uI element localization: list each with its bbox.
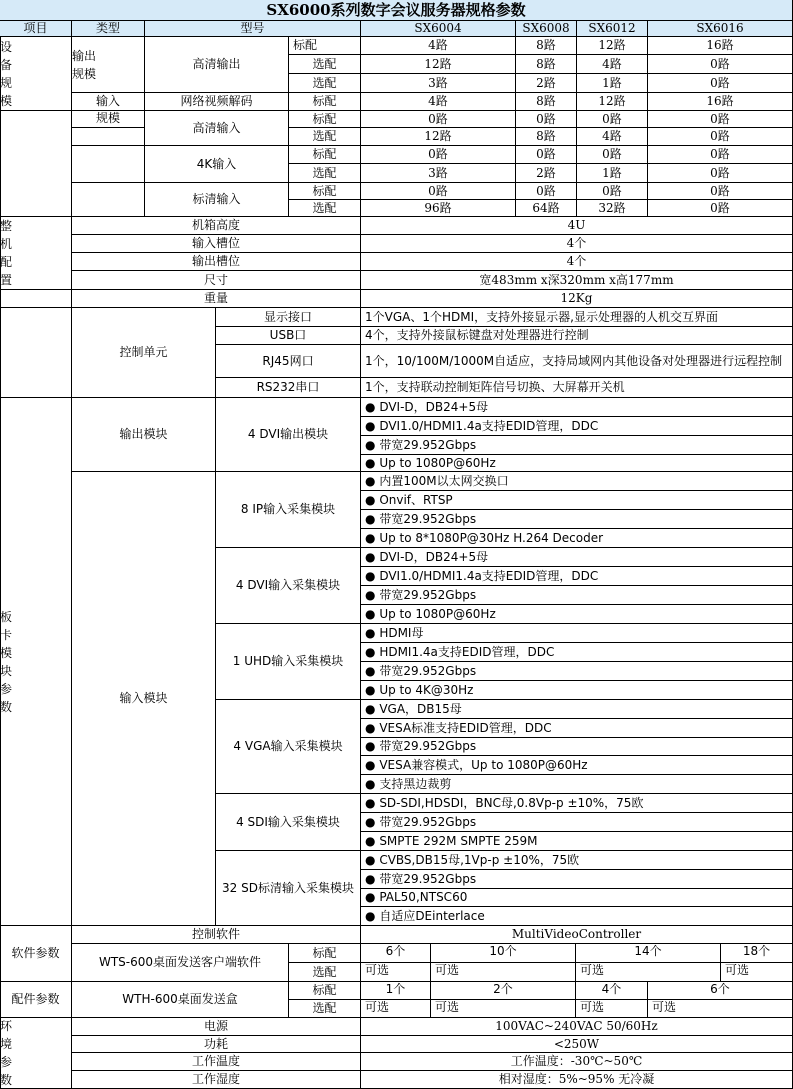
wth-std-value: 4个	[576, 982, 648, 1000]
type-blank	[72, 128, 145, 146]
chassis-value: 4个	[361, 253, 793, 271]
control-item-value: 1个VGA、1个HDMI，支持外接显示器,显示处理器的人机交互界面	[361, 308, 793, 327]
env-value: 相对湿度：5%~95% 无冷凝	[361, 1071, 793, 1089]
feature-row	[361, 491, 793, 510]
net-decode-label: 网络视频解码	[145, 93, 289, 111]
control-item-label: RJ45网口	[216, 345, 361, 378]
value-cell: 8路	[516, 128, 577, 146]
std-label: 标配	[289, 111, 361, 128]
hd-input-label: 高清输入	[145, 111, 289, 146]
control-item-label: RS232串口	[216, 378, 361, 398]
feature-row	[361, 794, 793, 813]
value-cell: 3路	[361, 74, 516, 93]
wth-std-value: 6个	[648, 982, 793, 1000]
value-cell: 0路	[648, 74, 793, 93]
chassis-label: 尺寸	[72, 271, 361, 290]
wth-opt-value: 可选	[648, 1000, 793, 1018]
value-cell: 1路	[577, 164, 648, 183]
wts-std-value: 6个	[361, 944, 431, 963]
bullet-icon: ●	[365, 814, 376, 829]
opt-label: 选配	[289, 128, 361, 146]
bullet-icon: ●	[365, 473, 376, 488]
value-cell: 2路	[516, 74, 577, 93]
input-submodule-label: 32 SD标清输入采集模块	[216, 851, 361, 926]
std-label: 标配	[289, 93, 361, 111]
bullet-icon: ●	[365, 549, 376, 564]
feature-row	[361, 813, 793, 832]
feature-text: DVI-D，DB24+5母	[379, 549, 489, 564]
feature-text: Onvif、RTSP	[379, 492, 453, 507]
value-cell: 16路	[648, 93, 793, 111]
group-char: 模	[0, 645, 13, 660]
opt-label: 选配	[289, 74, 361, 93]
value-cell: 4路	[577, 55, 648, 74]
chassis-value: 4个	[361, 235, 793, 253]
bullet-icon: ●	[365, 833, 376, 848]
wts-opt-value: 可选	[431, 963, 576, 982]
value-cell: 96路	[361, 200, 516, 217]
wts-std-value: 10个	[431, 944, 576, 963]
env-value: 100VAC~240VAC 50/60Hz	[361, 1018, 793, 1036]
type-label: 规模	[72, 66, 97, 81]
feature-row	[361, 681, 793, 700]
feature-row	[361, 624, 793, 643]
group-label	[0, 398, 72, 926]
feature-text: Up to 1080P@60Hz	[379, 455, 496, 470]
feature-text: DVI1.0/HDMI1.4a支持EDID管理，DDC	[379, 568, 599, 583]
group-char: 环	[0, 1019, 13, 1033]
value-cell: 0路	[516, 146, 577, 164]
value-cell: 4路	[577, 128, 648, 146]
value-cell: 2路	[516, 164, 577, 183]
feature-text: PAL50,NTSC60	[379, 890, 468, 905]
value-cell: 0路	[361, 183, 516, 200]
bullet-icon: ●	[365, 530, 376, 545]
feature-text: 带宽29.952Gbps	[379, 437, 477, 452]
group-label	[0, 217, 72, 290]
group-blank	[0, 111, 72, 217]
feature-row	[361, 889, 793, 907]
env-label: 功耗	[72, 1036, 361, 1053]
value-cell: 0路	[361, 146, 516, 164]
feature-row	[361, 529, 793, 548]
group-label	[0, 1018, 72, 1089]
bullet-icon: ●	[365, 644, 376, 659]
header-model-0: SX6004	[361, 21, 516, 37]
feature-text: DVI-D，DB24+5母	[379, 399, 489, 414]
wth-std-value: 1个	[361, 982, 431, 1000]
control-item-label: 显示接口	[216, 308, 361, 327]
feature-text: Up to 1080P@60Hz	[379, 606, 496, 621]
env-label: 工作湿度	[72, 1071, 361, 1089]
bullet-icon: ●	[365, 587, 376, 602]
wth-opt-value: 可选	[361, 1000, 431, 1018]
group-char: 板	[0, 609, 13, 624]
feature-text: 自适应DEinterlace	[379, 908, 485, 923]
accessory-label: 配件参数	[0, 982, 72, 1018]
std-label: 标配	[289, 183, 361, 200]
value-cell: 0路	[648, 183, 793, 200]
value-cell: 12路	[577, 37, 648, 55]
opt-label: 选配	[289, 200, 361, 217]
feature-text: 带宽29.952Gbps	[379, 511, 477, 526]
feature-row	[361, 870, 793, 889]
feature-row	[361, 586, 793, 605]
value-cell: 8路	[516, 55, 577, 74]
value-cell: 0路	[577, 183, 648, 200]
env-label: 工作温度	[72, 1053, 361, 1071]
control-item-value: 4个，支持外接鼠标键盘对处理器进行控制	[361, 327, 793, 345]
value-cell: 0路	[577, 146, 648, 164]
opt-label: 选配	[289, 55, 361, 74]
input-submodule-label: 4 SDI输入采集模块	[216, 794, 361, 851]
feature-row	[361, 455, 793, 472]
value-cell: 16路	[648, 37, 793, 55]
feature-text: HDMI1.4a支持EDID管理，DDC	[379, 644, 555, 659]
header-model-1: SX6008	[516, 21, 577, 37]
opt-label: 选配	[289, 1000, 361, 1018]
hd-output-label: 高清输出	[145, 37, 289, 93]
feature-text: 带宽29.952Gbps	[379, 739, 477, 754]
feature-row	[361, 851, 793, 870]
value-cell: 4路	[361, 37, 516, 55]
chassis-label: 输出槽位	[72, 253, 361, 271]
feature-text: 支持黑边裁剪	[379, 776, 452, 791]
bullet-icon: ●	[365, 418, 376, 433]
bullet-icon: ●	[365, 908, 376, 923]
feature-text: VESA兼容模式，Up to 1080P@60Hz	[379, 757, 588, 772]
feature-text: 带宽29.952Gbps	[379, 814, 477, 829]
feature-text: HDMI母	[379, 625, 424, 640]
feature-row	[361, 756, 793, 775]
bullet-icon: ●	[365, 511, 376, 526]
group-blank	[0, 308, 72, 398]
value-cell: 64路	[516, 200, 577, 217]
feature-text: Up to 8*1080P@30Hz H.264 Decoder	[379, 530, 604, 545]
type-output-scale	[72, 37, 145, 93]
group-char: 参	[0, 1055, 13, 1069]
bullet-icon: ●	[365, 455, 376, 470]
feature-text: CVBS,DB15母,1Vp-p ±10%，75欧	[379, 852, 580, 867]
control-item-value: 1个，10/100M/1000M自适应，支持局域网内其他设备对处理器进行远程控制	[361, 345, 793, 378]
wts-std-value: 18个	[721, 944, 793, 963]
bullet-icon: ●	[365, 625, 376, 640]
control-unit-label: 控制单元	[72, 308, 216, 398]
bullet-icon: ●	[365, 720, 376, 735]
header-model: 型号	[145, 21, 361, 37]
feature-text: SD-SDI,HDSDI，BNC母,0.8Vp-p ±10%，75欧	[379, 795, 644, 810]
feature-text: Up to 4K@30Hz	[379, 682, 474, 697]
feature-text: 带宽29.952Gbps	[379, 663, 477, 678]
group-label	[0, 37, 72, 111]
std-label: 标配	[289, 146, 361, 164]
value-cell: 0路	[516, 111, 577, 128]
feature-text: 带宽29.952Gbps	[379, 587, 477, 602]
feature-text: VGA，DB15母	[379, 701, 462, 716]
bullet-icon: ●	[365, 663, 376, 678]
bullet-icon: ●	[365, 852, 376, 867]
wth-std-value: 2个	[431, 982, 576, 1000]
feature-row	[361, 605, 793, 624]
value-cell: 0路	[648, 164, 793, 183]
header-model-3: SX6016	[648, 21, 793, 37]
control-item-value: 1个，支持联动控制矩阵信号切换、大屏幕开关机	[361, 378, 793, 398]
sd-input-label: 标清输入	[145, 183, 289, 217]
value-cell: 12路	[577, 93, 648, 111]
feature-row	[361, 738, 793, 756]
chassis-label: 输入槽位	[72, 235, 361, 253]
value-cell: 32路	[577, 200, 648, 217]
value-cell: 0路	[648, 146, 793, 164]
bullet-icon: ●	[365, 606, 376, 621]
feature-row	[361, 567, 793, 586]
value-cell: 0路	[648, 200, 793, 217]
feature-row	[361, 775, 793, 794]
type-blank	[72, 183, 145, 217]
value-cell: 0路	[361, 111, 516, 128]
group-char: 备	[0, 57, 13, 72]
feature-row	[361, 548, 793, 567]
header-model-2: SX6012	[577, 21, 648, 37]
chassis-label: 机箱高度	[72, 217, 361, 235]
wts-opt-value: 可选	[576, 963, 721, 982]
chassis-value: 4U	[361, 217, 793, 235]
feature-row	[361, 436, 793, 455]
feature-row	[361, 510, 793, 529]
group-char: 数	[0, 1073, 13, 1087]
feature-row	[361, 832, 793, 851]
env-label: 电源	[72, 1018, 361, 1036]
type-blank	[72, 146, 145, 183]
opt-label: 选配	[289, 963, 361, 982]
group-char: 整	[0, 219, 13, 233]
feature-text: 带宽29.952Gbps	[379, 871, 477, 886]
group-char: 块	[0, 663, 13, 678]
header-item: 项目	[0, 21, 72, 37]
env-value: 工作温度：-30℃~50℃	[361, 1053, 793, 1071]
input-submodule-label: 4 DVI输入采集模块	[216, 548, 361, 624]
output-module-label: 输出模块	[72, 398, 216, 472]
bullet-icon: ●	[365, 871, 376, 886]
value-cell: 4路	[361, 93, 516, 111]
value-cell: 0路	[577, 111, 648, 128]
group-char: 模	[0, 93, 13, 108]
chassis-value: 12Kg	[361, 290, 793, 308]
header-type: 类型	[72, 21, 145, 37]
wts-std-value: 14个	[576, 944, 721, 963]
value-cell: 12路	[361, 55, 516, 74]
wts-label: WTS-600桌面发送客户端软件	[72, 944, 289, 982]
feature-text: DVI1.0/HDMI1.4a支持EDID管理，DDC	[379, 418, 599, 433]
value-cell: 3路	[361, 164, 516, 183]
control-item-label: USB口	[216, 327, 361, 345]
group-char: 卡	[0, 627, 13, 642]
type-label: 输出	[72, 48, 97, 63]
std-label: 标配	[289, 37, 361, 55]
input-submodule-label: 4 VGA输入采集模块	[216, 700, 361, 794]
feature-row	[361, 472, 793, 491]
type-input: 输入	[72, 93, 145, 111]
value-cell: 8路	[516, 93, 577, 111]
k4-input-label: 4K输入	[145, 146, 289, 183]
wth-label: WTH-600桌面发送盒	[72, 982, 289, 1018]
control-software-label: 控制软件	[72, 926, 361, 944]
group-char: 规	[0, 75, 13, 90]
bullet-icon: ●	[365, 701, 376, 716]
group-char: 境	[0, 1037, 13, 1051]
input-submodule-label: 8 IP输入采集模块	[216, 472, 361, 548]
bullet-icon: ●	[365, 492, 376, 507]
value-cell: 0路	[648, 111, 793, 128]
wts-opt-value: 可选	[721, 963, 793, 982]
value-cell: 0路	[648, 55, 793, 74]
feature-text: SMPTE 292M SMPTE 259M	[379, 833, 538, 848]
bullet-icon: ●	[365, 890, 376, 905]
feature-row	[361, 719, 793, 738]
group-char: 置	[0, 273, 13, 287]
group-blank	[0, 290, 72, 308]
bullet-icon: ●	[365, 757, 376, 772]
chassis-value: 宽483mm x深320mm x高177mm	[361, 271, 793, 290]
feature-row	[361, 662, 793, 681]
bullet-icon: ●	[365, 437, 376, 452]
software-label: 软件参数	[0, 926, 72, 982]
bullet-icon: ●	[365, 795, 376, 810]
feature-row	[361, 398, 793, 417]
group-char: 配	[0, 255, 13, 269]
output-submodule-label: 4 DVI输出模块	[216, 398, 361, 472]
feature-row	[361, 907, 793, 926]
bullet-icon: ●	[365, 776, 376, 791]
control-software-value: MultiVideoController	[361, 926, 793, 944]
sheet-title: SX6000系列数字会议服务器规格参数	[0, 0, 793, 21]
input-submodule-label: 1 UHD输入采集模块	[216, 624, 361, 700]
std-label: 标配	[289, 944, 361, 963]
value-cell: 0路	[516, 183, 577, 200]
feature-text: VESA标准支持EDID管理，DDC	[379, 720, 552, 735]
value-cell: 12路	[361, 128, 516, 146]
feature-row	[361, 417, 793, 436]
value-cell: 8路	[516, 37, 577, 55]
feature-row	[361, 643, 793, 662]
bullet-icon: ●	[365, 739, 376, 754]
type-scale: 规模	[72, 111, 145, 128]
bullet-icon: ●	[365, 682, 376, 697]
wts-opt-value: 可选	[361, 963, 431, 982]
feature-row	[361, 700, 793, 719]
feature-text: 内置100M以太网交换口	[379, 473, 509, 488]
env-value: <250W	[361, 1036, 793, 1053]
bullet-icon: ●	[365, 568, 376, 583]
value-cell: 1路	[577, 74, 648, 93]
value-cell: 0路	[648, 128, 793, 146]
wth-opt-value: 可选	[576, 1000, 648, 1018]
wth-opt-value: 可选	[431, 1000, 576, 1018]
bullet-icon: ●	[365, 399, 376, 414]
group-char: 数	[0, 699, 13, 714]
chassis-label: 重量	[72, 290, 361, 308]
opt-label: 选配	[289, 164, 361, 183]
group-char: 设	[0, 39, 13, 54]
group-char: 参	[0, 681, 13, 696]
group-char: 机	[0, 237, 13, 251]
std-label: 标配	[289, 982, 361, 1000]
input-module-label: 输入模块	[72, 472, 216, 926]
